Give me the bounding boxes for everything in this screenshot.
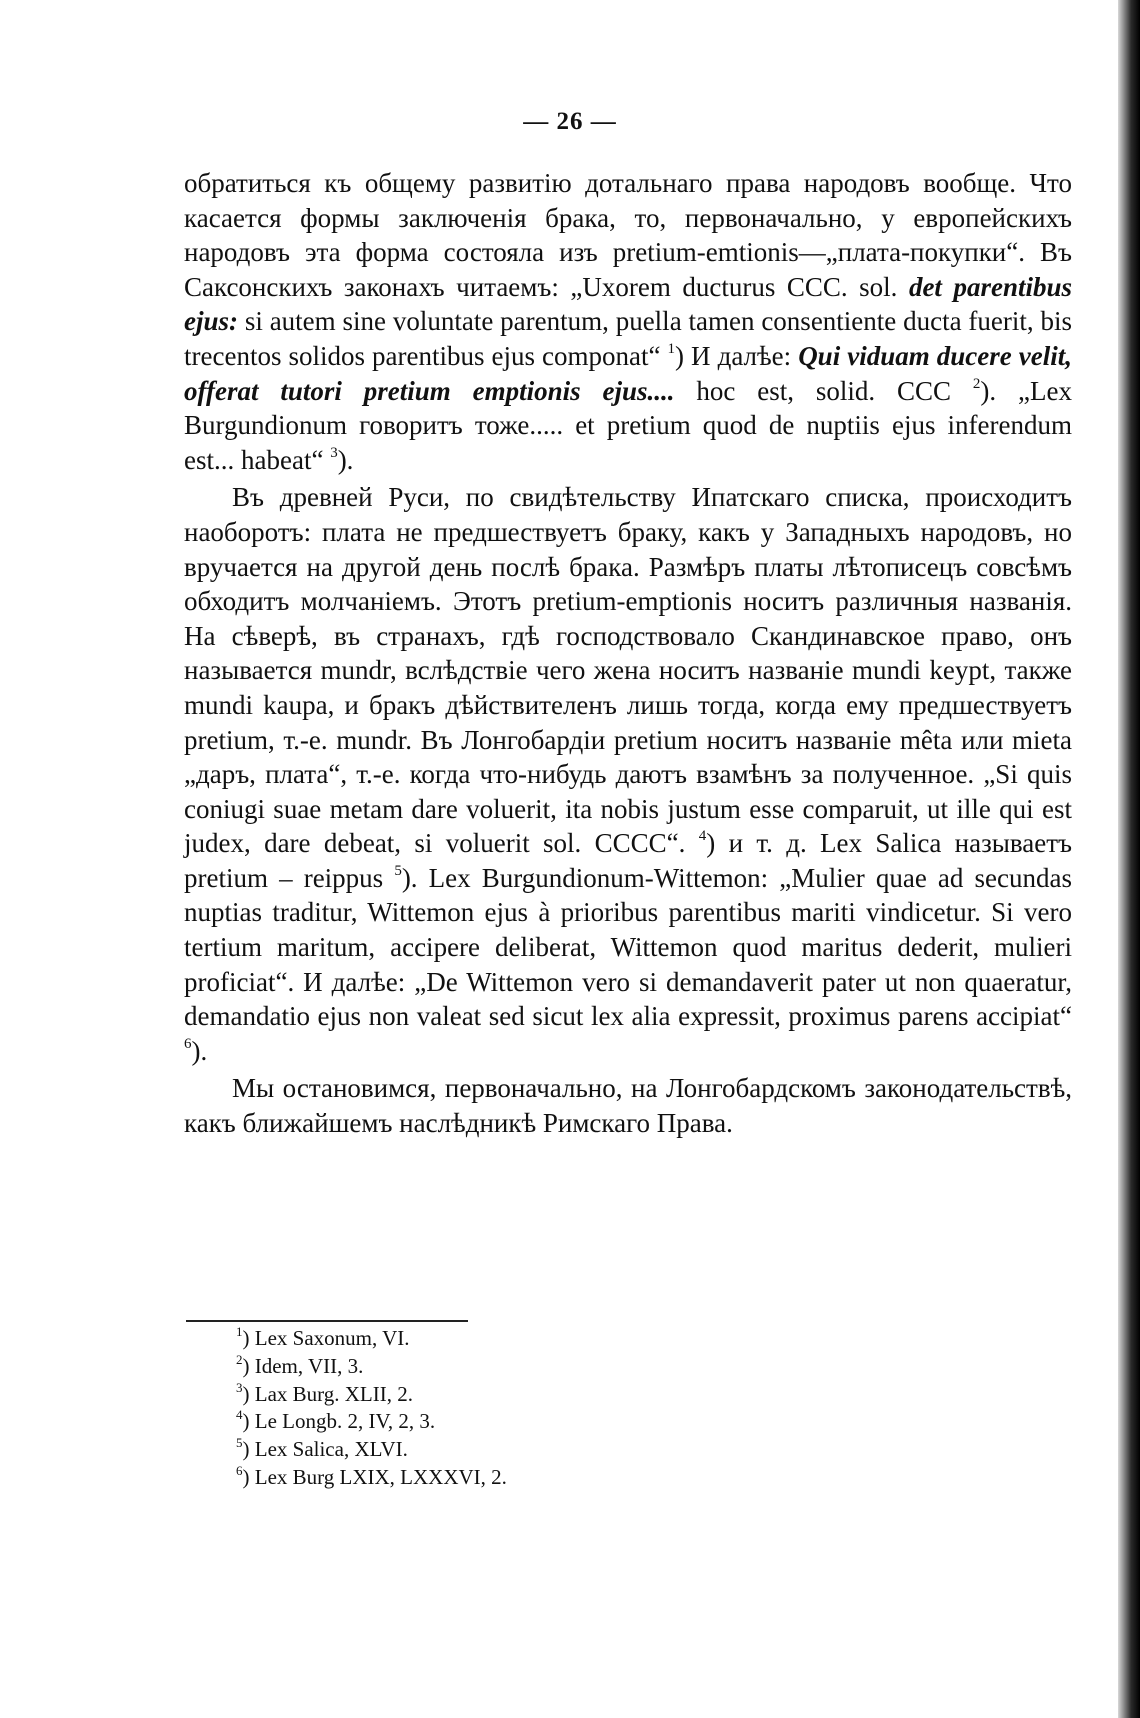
footnote-ref-3: 3 xyxy=(330,444,338,461)
footnote-ref-5: 5 xyxy=(394,862,402,879)
footnote-text: ) Idem, VII, 3. xyxy=(242,1353,364,1378)
p1-text-2: si autem sine voluntate parentum, puella tamen consentiente ducta fuerit, bis trecentos solidos parentibus ejus componat“ xyxy=(184,306,1072,371)
footnote-text: ) Lex Saxonum, VI. xyxy=(242,1326,410,1350)
footnote-ref-1: 1 xyxy=(667,340,676,357)
page-number: — 26 — xyxy=(523,108,617,135)
footnote-ref-2: 2 xyxy=(972,375,981,392)
p1-text-3: ) И далѣе: xyxy=(675,340,799,371)
main-text xyxy=(184,166,1072,1141)
footnote-1 xyxy=(236,1325,507,1353)
footnote-4 xyxy=(236,1408,507,1436)
footnote-3 xyxy=(236,1381,507,1409)
footnote-text: ) Lex Burg LXIX, LXXXVI, 2. xyxy=(242,1464,507,1489)
footnote-divider xyxy=(186,1320,468,1322)
paragraph-2 xyxy=(184,480,1072,1068)
p2-text-4: ). xyxy=(191,1035,208,1066)
footnotes xyxy=(236,1325,507,1492)
footnote-text: ) Lax Burg. XLII, 2. xyxy=(242,1381,413,1406)
footnote-number: 6 xyxy=(236,1462,243,1478)
footnote-number: 3 xyxy=(236,1379,243,1395)
p1-italic-2: Qui viduam ducere velit, offerat tutori pretium emptionis ejus.... xyxy=(184,340,1072,406)
footnote-number: 2 xyxy=(236,1351,243,1367)
footnote-text: ) Lex Salica, XLVI. xyxy=(242,1437,408,1462)
footnote-number: 1 xyxy=(236,1324,243,1339)
p2-text-1: Въ древней Руси, по свидѣтельству Ипатскаго списка, происходитъ наоборотъ: плата не предшествуетъ браку, какъ у Западныхъ народовъ, но вручается на другой день послѣ брака. Размѣръ платы лѣтописецъ совсѣмъ обходитъ молчаніемъ. Этотъ pretium-emptionis носитъ различныя названія. На сѣверѣ, въ странахъ, гдѣ господствовало Скандинавское право, онъ называется mundr, вслѣдствіе чего жена носитъ названіе mundi keypt, также mundi kaupa, и бракъ дѣйствителенъ лишь тогда, когда ему предшествуетъ pretium, т.-е. mundr. Въ Лонгобардіи pretium носитъ названіе mêta или mieta „даръ, плата“, т.-е. когда что-нибудь даютъ взамѣнъ за полученное. „Si quis coniugi suae metam dare voluerit, ita nobis justum esse comparuit, ut ille qui est judex, dare debeat, si voluerit sol. CCCC“. xyxy=(184,482,1072,859)
footnote-number: 5 xyxy=(236,1435,243,1451)
p3-text-1: Мы остановимся, первоначально, на Лонгобардскомъ законодательствѣ, какъ ближайшемъ наслѣдникѣ Римскаго Права. xyxy=(184,1073,1072,1139)
footnote-6 xyxy=(236,1464,507,1492)
p1-text-4: hoc est, solid. CCC xyxy=(674,375,973,406)
paragraph-3 xyxy=(184,1071,1072,1140)
p1-text-5: ). „Lex Burgundionum говоритъ тоже..... et pretium quod de nuptiis ejus inferendum est... habeat“ xyxy=(184,375,1072,475)
p2-text-3: ). Lex Burgundionum-Wittemon: „Mulier quae ad secundas nuptias traditur, Wittemon ejus à prioribus parentibus mariti vindicetur. Si vero tertium maritum, accipere deliberat, Wittemon quod maritus dederit, mulieri proficiat“. И далѣе: „De Wittemon vero si demandaverit pater ut non quaeratur, demandatio ejus non valeat sed sicut lex alia expressit, proximus parens accipiat“ xyxy=(184,862,1072,1032)
paragraph-1 xyxy=(184,166,1072,477)
footnote-number: 4 xyxy=(236,1407,243,1423)
page-edge-shadow xyxy=(1118,0,1140,1718)
footnote-5 xyxy=(236,1436,507,1464)
footnote-text: ) Le Longb. 2, IV, 2, 3. xyxy=(242,1409,436,1434)
footnote-2 xyxy=(236,1353,507,1381)
p1-text-1: обратиться къ общему развитію дотальнаго права народовъ вообще. Что касается формы заключенія брака, то, первоначально, у европейскихъ народовъ эта форма состояла изъ pretium-emtionis—„плата-покупки“. Въ Саксонскихъ законахъ читаемъ: „Uxorem ducturus CCC. sol. xyxy=(184,168,1072,302)
p2-text-2: ) и т. д. Lex Salica называетъ pretium – reippus xyxy=(184,828,1072,893)
footnote-ref-4: 4 xyxy=(698,828,707,845)
p1-italic-1: det parentibus ejus: xyxy=(184,271,1072,337)
p1-text-6: ). xyxy=(337,444,354,475)
footnote-ref-6: 6 xyxy=(184,1035,192,1052)
